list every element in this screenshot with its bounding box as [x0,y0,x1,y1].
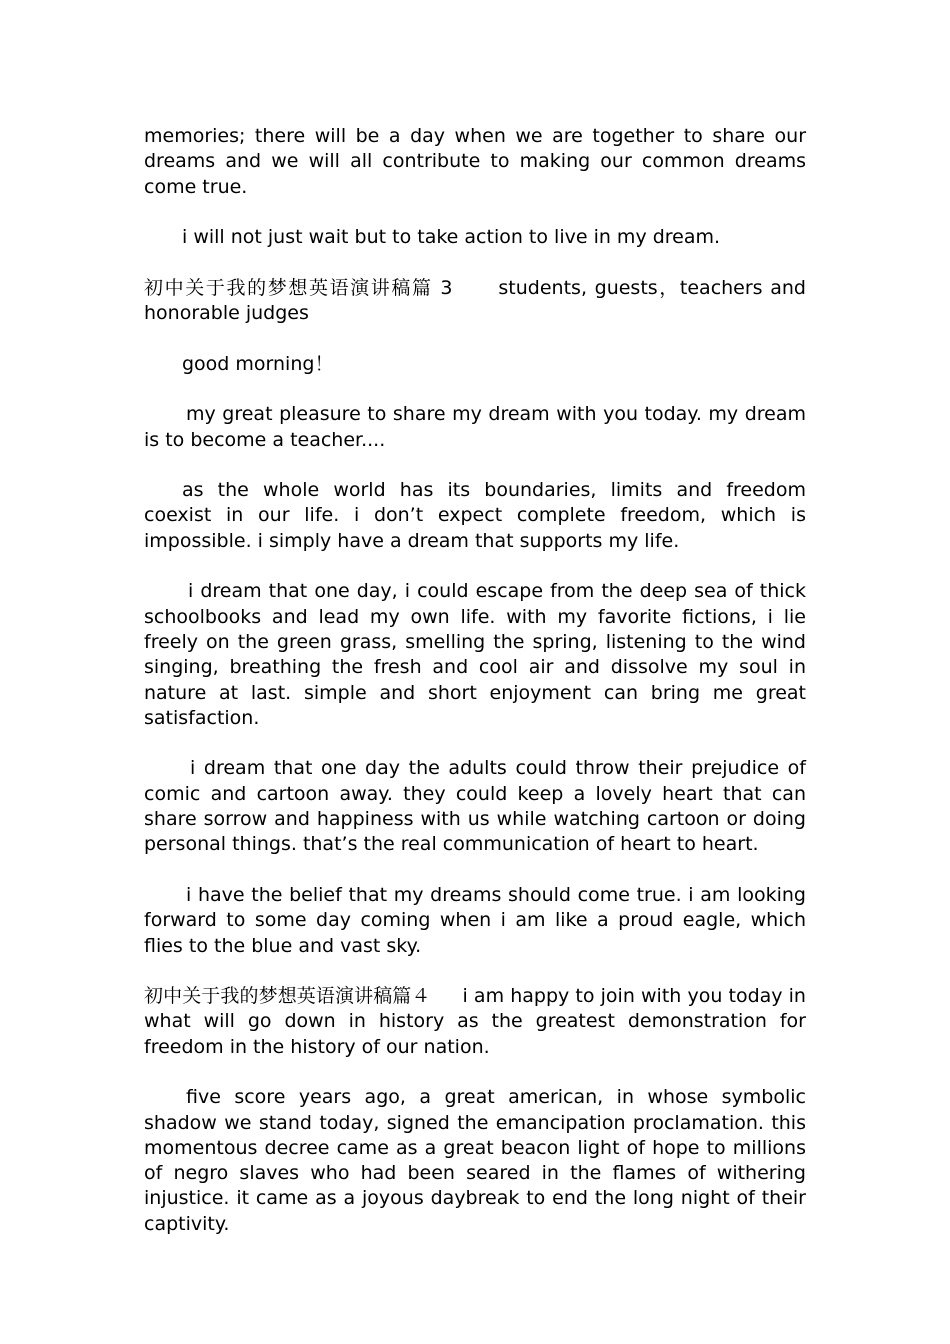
section-heading-speech-3: 初中关于我的梦想英语演讲稿篇 3 [144,276,453,299]
paragraph-boundaries: as the whole world has its boundaries, limits and freedom coexist in our life. i don’t expect complete freedom, which is impossible. i simply have a dream that supports my life. [144,479,806,552]
document-body [144,124,806,1262]
paragraph-good-morning: good morning！ [182,352,334,375]
paragraph-five-score: five score years ago, a great american, in whose symbolic shadow we stand today, signed the emancipation proclamation. this momentous decree came as a great beacon light of hope to millions of negro slaves who had been seared in the flames of withering injustice. it came as a joyous daybreak to end the long night of their captivity. [144,1086,806,1235]
paragraph-speech-4-opening [144,984,806,1060]
paragraph-dream-adults: i dream that one day the adults could throw their prejudice of comic and cartoon away. they could keep a lovely heart that can share sorrow and happiness with us while watching cartoon or doing personal things. that’s the real communication of heart to heart. [144,757,806,856]
paragraph-speech-3-opening [144,276,806,327]
section-heading-speech-4: 初中关于我的梦想英语演讲稿篇４ [144,985,431,1008]
speech-4-intro: i am happy to join with you today in what will go down in history as the greatest demonstration for freedom in the history of our nation. [144,985,806,1058]
paragraph-memories: memories; there will be a day when we are together to share our dreams and we will all contribute to making our common dreams come true. [144,125,806,198]
paragraph-great-pleasure: my great pleasure to share my dream with you today. my dream is to become a teacher.... [144,403,806,451]
paragraph-dream-escape: i dream that one day, i could escape from the deep sea of thick schoolbooks and lead my own life. with my favorite fictions, i lie freely on the green grass, smelling the spring, listening to the wind singing, breathing the fresh and cool air and dissolve my soul in nature at last. simple and short enjoyment can bring me great satisfaction. [144,580,806,729]
speech-3-salutation: students, guests，teachers and honorable judges [144,276,806,325]
paragraph-take-action: i will not just wait but to take action to live in my dream. [182,226,721,249]
paragraph-belief: i have the belief that my dreams should come true. i am looking forward to some day coming when i am like a proud eagle, which flies to the blue and vast sky. [144,883,806,957]
